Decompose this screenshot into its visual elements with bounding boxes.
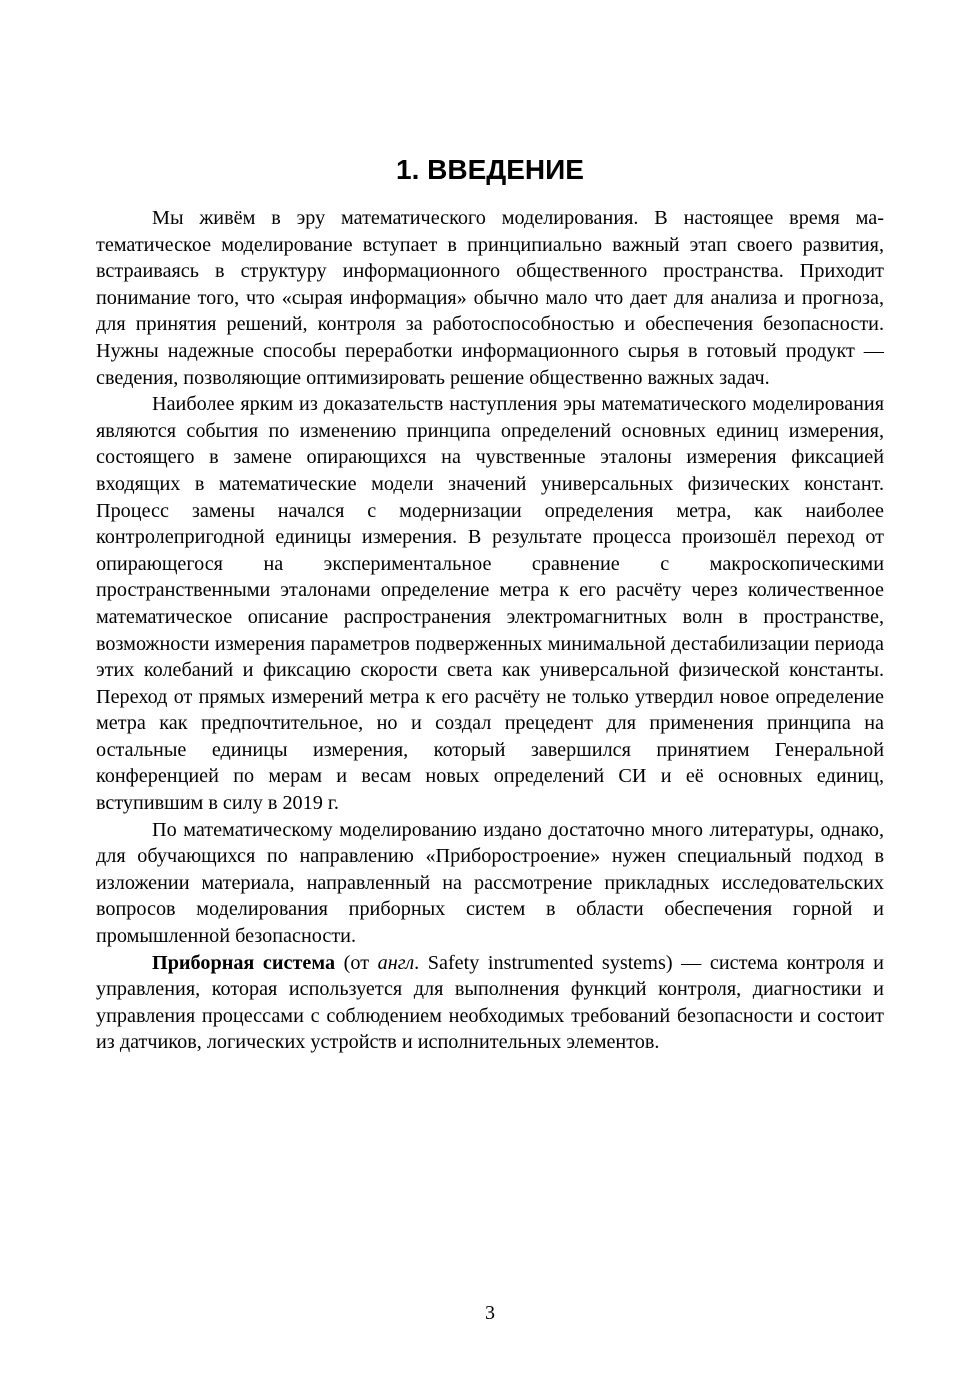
page-number: 3 <box>485 1302 495 1324</box>
paragraph-1: Мы живём в эру математического моделирования. В настоящее время математическое моделирование вступает в принципиально важный этап своего развития, встраиваясь в структуру информационного общественного пространства. Приходит понимание того, что «сырая информация» обычно мало что дает для анализа и прогноза, для принятия решений, контроля за работоспособностью и обеспечения безопасности. Нужны надежные способы переработки информационного сырья в готовый продукт — сведения, позволяющие оптимизировать решение общественно важных задач. <box>96 207 884 389</box>
body-text <box>96 205 884 1056</box>
paragraph-3: По математическому моделированию издано достаточно много литературы, однако, для обучающихся по направлению «Приборостроение» нужен специальный подход в изложении материала, направленный на рассмотрение прикладных исследовательских вопросов моделирования приборных систем в области обеспечения горной и промышленной безопасности. <box>96 818 884 948</box>
definition-text: . Safety instrumented systems) — система контроля и управления, которая используется для выполнения функций контроля, диагностики и управления процессами с соблюдением необходимых требований безопасности и состоит из датчиков, логических устройств и исполнительных элементов. <box>96 951 884 1054</box>
definition-pre: (от <box>335 951 378 974</box>
paragraph-4 <box>96 950 884 1056</box>
language-abbrev: англ <box>377 951 415 974</box>
defined-term: Приборная система <box>152 951 336 974</box>
paragraph-2: Наиболее ярким из доказательств наступления эры математического моделирования являются события по изменению принципа определений основных единиц измерения, состоящего в замене опирающихся на чувственные эталоны измерения фиксацией входящих в математические модели значений универсальных физических констант. Процесс замены начался с модернизации определения метра, как наиболее контролепригодной единицы измерения. В результате процесса произошёл переход от опирающегося на экспериментальное сравнение с макроскопическими пространственными эталонами определение метра к его расчёту через количественное математическое описание распространения электромагнитных волн в пространстве, возможности измерения параметров подверженных минимальной дестабилизации периода этих колебаний и фиксацию скорости света как универсальной физической константы. Переход от прямых измерений метра к его расчёту не только утвердил новое определение метра как предпочтительное, но и создал прецедент для применения принципа на остальные единицы измерения, который завершился принятием Генеральной конференцией по мерам и весам новых определений СИ и её основных единиц, вступившим в силу в 2019 г. <box>96 393 884 815</box>
section-heading: 1. ВВЕДЕНИЕ <box>396 154 584 185</box>
